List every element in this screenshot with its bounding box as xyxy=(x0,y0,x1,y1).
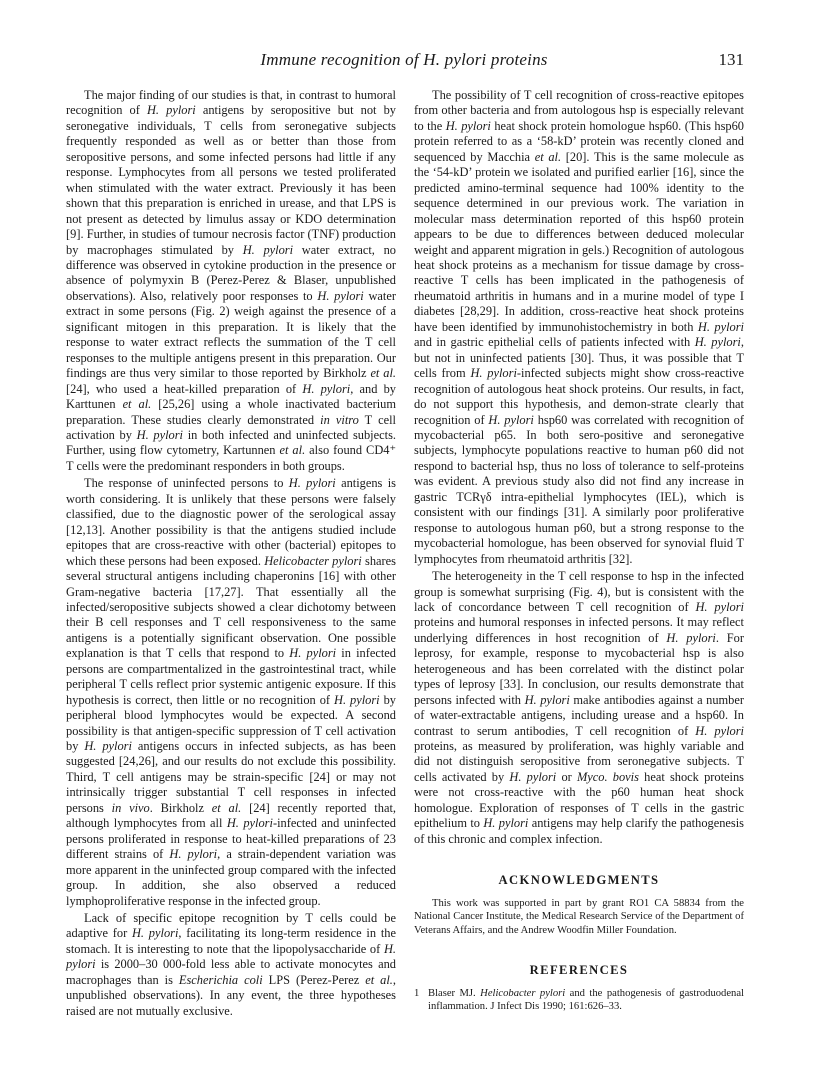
italic-term: H. pylori xyxy=(470,366,517,381)
italic-term: H. pylori xyxy=(334,692,380,707)
italic-term: et al. xyxy=(211,800,242,815)
italic-term: H. pylori xyxy=(695,599,744,614)
italic-term: H. pylori xyxy=(169,847,218,862)
italic-term: H. pylori xyxy=(226,816,273,831)
italic-term: Helicobacter pylori xyxy=(264,553,362,568)
running-header xyxy=(64,50,744,70)
italic-term: Escherichia coli xyxy=(178,972,263,987)
italic-term: H. pylori xyxy=(445,118,491,133)
acknowledgments-heading: ACKNOWLEDGMENTS xyxy=(498,873,660,888)
italic-term: H. pylori xyxy=(131,926,179,941)
italic-term: Myco. bovis xyxy=(576,769,639,784)
italic-term: H. pylori xyxy=(136,427,184,442)
italic-term: H. pylori xyxy=(242,242,294,257)
italic-term: H. pylori xyxy=(694,335,741,350)
references-heading: REFERENCES xyxy=(529,963,629,978)
page-number: 131 xyxy=(718,50,744,69)
reference-number: 1 xyxy=(414,987,420,999)
italic-term: in vitro xyxy=(320,412,359,427)
acknowledgments-text: This work was supported in part by grant RO1 CA 58834 from the National Cancer Institute, the Medical Research Service of the Department of Veterans Affairs, and the Andrew Woodfin Miller Foundation. xyxy=(414,897,744,936)
italic-term: Helicobacter pylori xyxy=(480,987,566,999)
italic-term: H. pylori xyxy=(488,412,534,427)
italic-term: H. pylori xyxy=(695,723,744,738)
body-paragraph: The response of uninfected persons to H. pylori antigens is worth considering. It is unlikely that these persons were falsely classified, due to the diagnostic power of the serological assay [12,13]. Another possibility is that the antigens studied include epitopes that are cross-reactive with other (bacterial) epitopes to which these persons had been exposed. Helicobacter pylori shares several structural antigens including chaperonins [16] with other Gram-negative bacteria [17,27]. That essentially all the infected/seropositive subjects showed a clear dichotomy between their B cell responses and T cell responsiveness to the same antigens is a potentially significant observation. One possible explanation is that T cells that respond to H. pylori in infected persons are compartmentalized in the gastrointestinal tract, while peripheral T cells reflect prior systemic antigenic exposure. If this hypothesis is correct, then little or no recognition of H. pylori by peripheral blood lymphocytes would be expected. A second possibility is that antigen-specific suppression of T cell activation by H. pylori antigens occurs in infected subjects, as has been suggested [24,26], and our results do not exclude this possibility. Third, T cell antigens may be strain-specific [24] or may not intrinsically trigger substantial T cell responses in infected persons in vivo. Birkholz et al. [24] recently reported that, although lymphocytes from all H. pylori-infected and uninfected persons proliferated in response to heat-killed preparations of 23 different strains of H. pylori, a strain-dependent variation was more apparent in the uninfected group compared with the infected group. In addition, she also observed a reduced lymphoproliferative response in the infected group. xyxy=(66,476,397,908)
right-column xyxy=(414,88,744,1014)
italic-term: et al. xyxy=(279,443,306,458)
running-title: Immune recognition of H. pylori proteins xyxy=(260,50,548,69)
italic-term: H. pylori xyxy=(697,319,745,334)
italic-term: H. pylori xyxy=(84,739,132,754)
italic-term: H. pylori xyxy=(288,476,336,491)
italic-term: H. pylori xyxy=(524,692,570,707)
italic-term: H. pylori xyxy=(666,630,716,645)
reference-item xyxy=(414,987,744,1014)
italic-term: H. pylori xyxy=(483,816,529,831)
italic-term: H. pylori xyxy=(146,103,196,118)
body-paragraph: The possibility of T cell recognition of cross-reactive epitopes from other bacteria and from autologous hsp is especially relevant to the H. pylori heat shock protein homologue hsp60. (This hsp60 protein referred to as a ‘58-kD’ protein was recently cloned and sequenced by Macchia et al. [20]. This is the same molecule as the ‘54-kD’ protein we isolated and purified earlier [16], since the predicted amino-terminal sequence had 100% identity to the sequence determined in our previous work. The variation in molecular mass determination reported of this hsp60 protein appears to be due to differences between deduced molecular weight and apparent migration in gels.) Recognition of autologous heat shock proteins as a mechanism for tissue damage by cross-reactive T cells has been implicated in the pathogenesis of rheumatoid arthritis in humans and in a murine model of type I diabetes [28,29]. In addition, cross-reactive heat shock proteins have been identified by immunohistochemistry in both H. pylori and in gastric epithelial cells of patients infected with H. pylori, but not in uninfected patients [30]. Thus, it was possible that T cells from H. pylori-infected subjects might show cross-reactive recognition of autologous heat shock proteins. Our results, in fact, do not support this hypothesis, and demon-strate clearly that recognition of H. pylori hsp60 was correlated with recognition of mycobacterial p65. In both sero-positive and seronegative subjects, lymphocyte populations reactive to human p60 did not respond to bacterial hsp, thus no loss of tolerance to self-proteins was evident. A previous study also did not find any increase in gastric TCRγδ intra-epithelial lymphocytes (IEL), which is consistent with our findings [31]. A similarly poor proliferative response to autologous human p60, but a strong response to the mycobacterial homologue, has been observed for synovial fluid T lymphocytes from rheumatoid arthritis [32]. xyxy=(414,88,745,566)
italic-term: et al. xyxy=(370,366,396,381)
italic-term: in vivo xyxy=(111,800,150,815)
italic-term: et al. xyxy=(365,972,393,987)
body-paragraph: Lack of specific epitope recognition by T cells could be adaptive for H. pylori, facilitating its long-term residence in the stomach. It is interesting to note that the lipopolysaccharide of H. pylori is 2000–30 000-fold less able to activate monocytes and macrophages than is Escherichia coli LPS (Perez-Perez et al., unpublished observations). In any event, the three hypotheses raised are not mutually exclusive. xyxy=(66,911,396,1018)
left-column xyxy=(66,88,396,1019)
italic-term: H. pylori xyxy=(302,381,351,396)
reference-text: Blaser MJ. Helicobacter pylori and the pathogenesis of gastroduodenal inflammation. J Infect Dis 1990; 161:626–33. xyxy=(428,987,744,1013)
italic-term: H. pylori xyxy=(317,288,364,303)
body-paragraph: The heterogeneity in the T cell response to hsp in the infected group is somewhat surprising (Fig. 4), but is consistent with the lack of concordance between T cell recognition of H. pylori proteins and humoral responses in infected persons. It may reflect underlying differences in host recognition of H. pylori. For leprosy, for example, response to mycobacterial hsp is also heterogeneous and has been correlated with the distinct polar types of leprosy [33]. In conclusion, our results demonstrate that persons infected with H. pylori make antibodies against a number of water-extractable antigens, including urease and a hsp60. In contrast to serum antibodies, T cell recognition of H. pylori proteins, as measured by proliferation, was highly variable and did not distinguish seropositive from seronegative subjects. T cells activated by H. pylori or Myco. bovis heat shock proteins were not cross-reactive with the p60 human heat shock homologue. Exploration of responses of T cells in the gastric epithelium to H. pylori antigens may help clarify the pathogenesis of this chronic and complex infection. xyxy=(414,569,745,846)
body-paragraph: The major finding of our studies is that, in contrast to humoral recognition of H. pylori antigens by seropositive but not by seronegative individuals, T cells from seronegative subjects frequently responded as well as or better than those from seropositive persons, and some infected persons had little if any response. Lymphocytes from all persons we tested proliferated when stimulated with the water extract. Previously it has been shown that this preparation is enriched in urease, and that LPS is not present as detected by limulus assay or KDO determination [9]. Further, in studies of tumour necrosis factor (TNF) production by macrophages stimulated by H. pylori water extract, no difference was observed in cytokine production in the presence or absence of polymyxin B (Perez-Perez & Blaser, unpublished observations). Also, relatively poor responses to H. pylori water extract in some persons (Fig. 2) weigh against the presence of a significant mitogen in this preparation. It is likely that the response to water extract reflects the summation of the T cell responses to the multiple antigens present in this preparation. Our findings are thus very similar to those reported by Birkholz et al. [24], who used a heat-killed preparation of H. pylori, and by Karttunen et al. [25,26] using a whole inactivated bacterium preparation. These studies clearly demonstrated in vitro T cell activation by H. pylori in both infected and uninfected subjects. Further, using flow cytometry, Kartunnen et al. also found CD4⁺ T cells were the predominant responders in both groups. xyxy=(66,88,396,473)
reference-list xyxy=(414,987,744,1014)
italic-term: H. pylori xyxy=(289,646,337,661)
italic-term: et al. xyxy=(122,397,152,412)
italic-term: et al. xyxy=(534,149,562,164)
italic-term: H. pylori xyxy=(66,941,396,972)
italic-term: H. pylori xyxy=(509,769,557,784)
